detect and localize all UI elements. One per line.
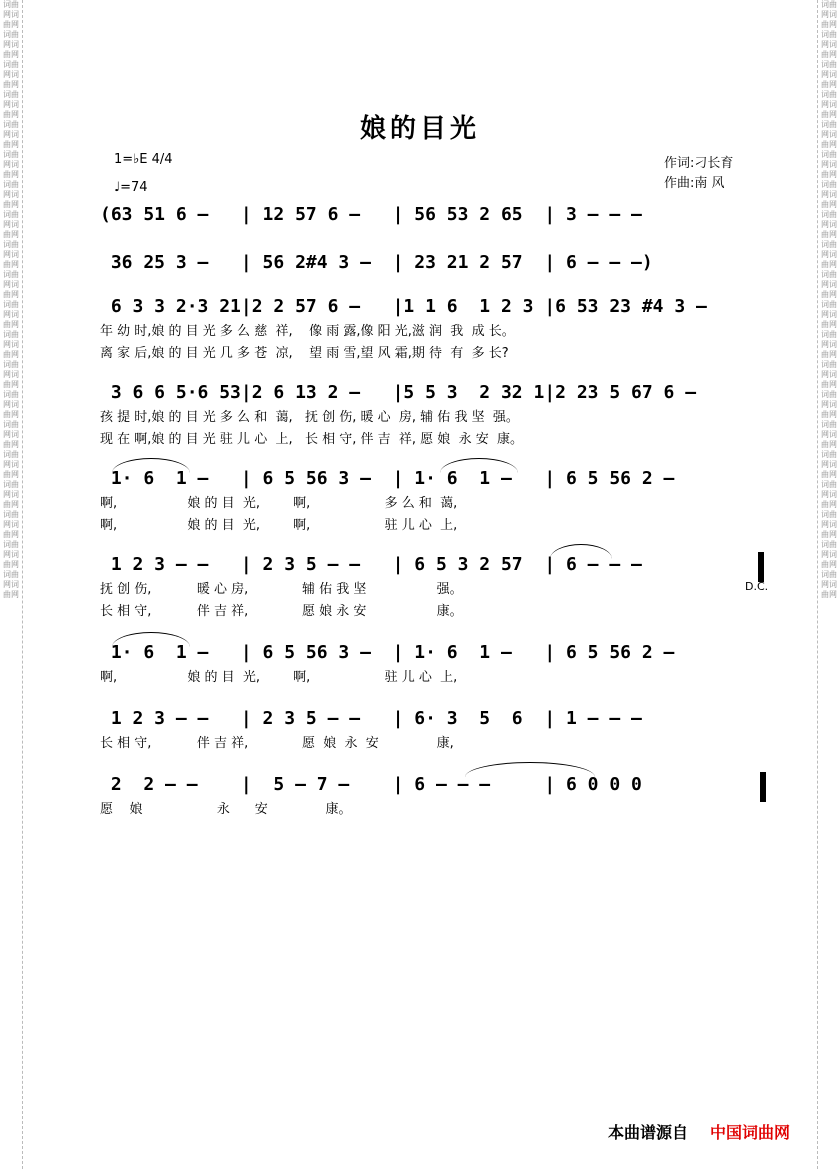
lyric-line-1: 抚 创 伤, 暖 心 房, 辅 佑 我 坚 强。	[100, 582, 463, 597]
score-system-9	[100, 770, 770, 826]
source-footer	[608, 1120, 790, 1143]
system-notes: 1 2 3 – – | 2 3 5 – – | 6· 3 5 6 | 1 – – –	[100, 708, 642, 729]
lyric-line-1: 年 幼 时,娘 的 目 光 多 么 慈 祥, 像 雨 露,像 阳 光,滋 润 我 成 长。	[100, 324, 515, 339]
score-system-7	[100, 638, 770, 694]
system-notes: 36 25 3 – | 56 2#4 3 – | 23 21 2 57 | 6 – – –)	[100, 252, 653, 273]
final-barline	[760, 772, 766, 802]
system-notes: 1· 6 1 – | 6 5 56 3 – | 1· 6 1 – | 6 5 56 2 –	[100, 642, 675, 663]
score-system-8	[100, 704, 770, 760]
lyric-line-1: 啊, 娘 的 目 光, 啊, 多 么 和 蔼,	[100, 496, 458, 511]
lyric-line-1: 啊, 娘 的 目 光, 啊, 驻 儿 心 上,	[100, 670, 458, 685]
score-system-2	[100, 248, 770, 282]
tempo-marking: ♩=74	[114, 180, 148, 195]
lyric-line-2: 离 家 后,娘 的 目 光 几 多 苍 凉, 望 雨 雪,望 风 霜,期 待 有 多 长?	[100, 346, 509, 361]
system-notes: 2 2 – – | 5 – 7 – | 6 – – – | 6 0 0 0	[100, 774, 642, 795]
lyric-line-1: 孩 提 时,娘 的 目 光 多 么 和 蔼, 抚 创 伤, 暖 心 房, 辅 佑 我 坚 强。	[100, 410, 519, 425]
lyric-line-2: 啊, 娘 的 目 光, 啊, 驻 儿 心 上,	[100, 518, 458, 533]
lyric-line-1: 愿 娘 永 安 康。	[100, 802, 352, 817]
system-notes: 1· 6 1 – | 6 5 56 3 – | 1· 6 1 – | 6 5 56 2 –	[100, 468, 675, 489]
score-system-4	[100, 378, 770, 458]
score-system-3	[100, 292, 770, 372]
system-notes: 3 6 6 5·6 53|2 6 13 2 – |5 5 3 2 32 1|2 23 5 67 6 –	[100, 382, 697, 403]
song-title: 娘的目光	[359, 114, 480, 144]
score-system-1	[100, 200, 770, 234]
lyric-line-1: 长 相 守, 伴 吉 祥, 愿 娘 永 安 康,	[100, 736, 454, 751]
footer-source-text: 本曲谱源自	[608, 1123, 689, 1142]
left-watermark-strip: 词曲网词曲网词曲网词曲网词曲网词曲网词曲网词曲网词曲网词曲网词曲网词曲网词曲网词曲网词曲网词曲网词曲网词曲网词曲网词曲网词曲网词曲网词曲网词曲网词曲网词曲网词曲网词曲网词曲网词曲网词曲网词曲网词曲网词曲网词曲网词曲网词曲网词曲网词曲网词曲网	[0, 0, 23, 1169]
footer-site-link[interactable]: 中国词曲网	[710, 1123, 791, 1142]
lyric-line-2: 现 在 啊,娘 的 目 光 驻 儿 心 上, 长 相 守, 伴 吉 祥, 愿 娘 永 安 康。	[100, 432, 523, 447]
lyricist-credit: 作词:刁长育	[664, 156, 734, 171]
system-notes: (63 51 6 – | 12 57 6 – | 56 53 2 65 | 3 – – –	[100, 204, 642, 225]
right-watermark-strip: 词曲网词曲网词曲网词曲网词曲网词曲网词曲网词曲网词曲网词曲网词曲网词曲网词曲网词曲网词曲网词曲网词曲网词曲网词曲网词曲网词曲网词曲网词曲网词曲网词曲网词曲网词曲网词曲网词曲网词曲网词曲网词曲网词曲网词曲网词曲网词曲网词曲网词曲网词曲网词曲网	[817, 0, 840, 1169]
lyric-line-2: 长 相 守, 伴 吉 祥, 愿 娘 永 安 康。	[100, 604, 463, 619]
key-signature: 1=♭E 4/4	[114, 152, 173, 167]
system-notes: 6 3 3 2·3 21|2 2 57 6 – |1 1 6 1 2 3 |6 53 23 #4 3 –	[100, 296, 707, 317]
system-notes: 1 2 3 – – | 2 3 5 – – | 6 5 3 2 57 | 6 – – –	[100, 554, 642, 575]
score-system-6	[100, 550, 770, 630]
repeat-bar	[758, 552, 764, 582]
composer-credit: 作曲:南 风	[664, 176, 725, 191]
dc-marking: D.C.	[745, 580, 769, 593]
score-system-5	[100, 464, 770, 544]
